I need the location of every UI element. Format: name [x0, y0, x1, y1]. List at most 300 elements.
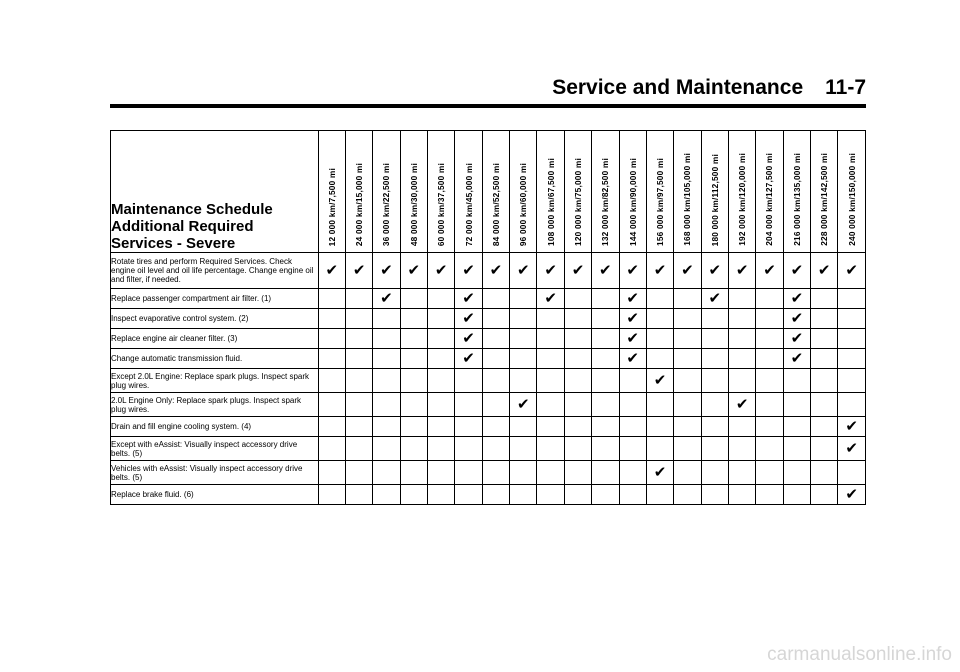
table-row — [111, 461, 866, 485]
schedule-cell — [646, 437, 673, 461]
schedule-cell — [318, 289, 345, 309]
schedule-cell — [345, 417, 372, 437]
schedule-cell — [455, 329, 482, 349]
check-icon: ✔ — [544, 262, 557, 279]
schedule-cell — [701, 349, 728, 369]
service-description: 2.0L Engine Only: Replace spark plugs. Inspect spark plug wires. — [111, 393, 319, 417]
schedule-cell — [373, 289, 400, 309]
schedule-cell — [318, 369, 345, 393]
schedule-cell — [674, 485, 701, 505]
schedule-cell — [619, 253, 646, 289]
schedule-cell — [811, 369, 838, 393]
schedule-cell — [646, 289, 673, 309]
schedule-cell — [783, 461, 810, 485]
schedule-cell — [345, 329, 372, 349]
schedule-cell — [811, 485, 838, 505]
schedule-cell — [811, 417, 838, 437]
schedule-cell — [646, 329, 673, 349]
schedule-cell — [592, 369, 619, 393]
schedule-cell — [345, 369, 372, 393]
schedule-cell — [811, 309, 838, 329]
table-title — [111, 131, 319, 253]
schedule-cell — [345, 309, 372, 329]
table-title-line-1: Maintenance Schedule — [111, 201, 273, 218]
schedule-cell — [400, 393, 427, 417]
check-icon: ✔ — [380, 290, 393, 307]
schedule-cell — [838, 437, 866, 461]
check-icon: ✔ — [462, 290, 475, 307]
schedule-cell — [345, 485, 372, 505]
schedule-cell — [756, 417, 783, 437]
schedule-cell — [646, 461, 673, 485]
schedule-cell — [674, 329, 701, 349]
schedule-cell — [510, 309, 537, 329]
schedule-cell — [701, 309, 728, 329]
schedule-cell — [564, 309, 591, 329]
schedule-cell — [345, 437, 372, 461]
schedule-cell — [783, 253, 810, 289]
schedule-cell — [756, 485, 783, 505]
table-row — [111, 309, 866, 329]
schedule-cell — [646, 393, 673, 417]
check-icon: ✔ — [380, 262, 393, 279]
interval-header — [482, 131, 509, 253]
schedule-cell — [674, 417, 701, 437]
schedule-cell — [619, 461, 646, 485]
schedule-cell — [373, 393, 400, 417]
schedule-cell — [646, 417, 673, 437]
schedule-cell — [537, 369, 564, 393]
schedule-cell — [811, 349, 838, 369]
schedule-cell — [701, 485, 728, 505]
check-icon: ✔ — [653, 372, 667, 389]
page-number: 11-7 — [825, 76, 866, 99]
schedule-cell — [728, 349, 755, 369]
schedule-cell — [318, 461, 345, 485]
schedule-cell — [482, 289, 509, 309]
service-description: Inspect evaporative control system. (2) — [111, 309, 319, 329]
check-icon: ✔ — [735, 396, 749, 413]
check-icon: ✔ — [626, 350, 639, 367]
section-title: Service and Maintenance — [552, 76, 804, 99]
table-title-line-3: Services - Severe — [111, 235, 236, 252]
schedule-cell — [455, 485, 482, 505]
schedule-cell — [537, 329, 564, 349]
schedule-cell — [482, 485, 509, 505]
table-row — [111, 349, 866, 369]
schedule-cell — [428, 253, 455, 289]
schedule-cell — [564, 253, 591, 289]
schedule-cell — [646, 253, 673, 289]
check-icon: ✔ — [790, 350, 804, 367]
table-body — [111, 253, 866, 505]
check-icon: ✔ — [708, 262, 722, 279]
schedule-cell — [838, 289, 866, 309]
schedule-cell — [646, 485, 673, 505]
schedule-cell — [455, 349, 482, 369]
schedule-cell — [373, 253, 400, 289]
schedule-cell — [756, 437, 783, 461]
schedule-cell — [838, 369, 866, 393]
interval-header — [373, 131, 400, 253]
schedule-cell — [537, 253, 564, 289]
schedule-cell — [756, 253, 783, 289]
schedule-cell — [428, 329, 455, 349]
check-icon: ✔ — [653, 464, 667, 481]
schedule-cell — [345, 253, 372, 289]
schedule-cell — [400, 289, 427, 309]
service-description: Drain and fill engine cooling system. (4) — [111, 417, 319, 437]
schedule-cell — [838, 461, 866, 485]
schedule-cell — [674, 369, 701, 393]
table-row — [111, 485, 866, 505]
interval-label: 72 000 km/45,000 mi — [463, 162, 474, 246]
schedule-cell — [373, 437, 400, 461]
schedule-cell — [318, 253, 345, 289]
schedule-cell — [783, 437, 810, 461]
schedule-cell — [674, 461, 701, 485]
schedule-cell — [838, 349, 866, 369]
schedule-cell — [619, 417, 646, 437]
schedule-cell — [592, 461, 619, 485]
interval-header — [811, 131, 838, 253]
schedule-cell — [510, 349, 537, 369]
schedule-cell — [838, 329, 866, 349]
schedule-cell — [811, 437, 838, 461]
check-icon: ✔ — [489, 262, 503, 279]
schedule-cell — [400, 349, 427, 369]
watermark: carmanualsonline.info — [767, 644, 952, 665]
schedule-cell — [783, 393, 810, 417]
schedule-cell — [455, 461, 482, 485]
schedule-cell — [373, 309, 400, 329]
schedule-cell — [400, 417, 427, 437]
schedule-cell — [482, 253, 509, 289]
interval-header — [537, 131, 564, 253]
check-icon: ✔ — [735, 262, 749, 279]
schedule-cell — [592, 485, 619, 505]
schedule-cell — [592, 289, 619, 309]
schedule-cell — [564, 369, 591, 393]
schedule-cell — [783, 349, 810, 369]
interval-label: 168 000 km/105,000 mi — [682, 153, 693, 246]
service-description: Replace engine air cleaner filter. (3) — [111, 329, 319, 349]
schedule-cell — [482, 349, 509, 369]
schedule-cell — [318, 309, 345, 329]
schedule-cell — [455, 309, 482, 329]
schedule-cell — [592, 309, 619, 329]
check-icon: ✔ — [434, 262, 448, 279]
schedule-cell — [537, 461, 564, 485]
interval-header — [728, 131, 755, 253]
schedule-cell — [701, 289, 728, 309]
schedule-cell — [728, 417, 755, 437]
schedule-cell — [564, 349, 591, 369]
interval-label: 132 000 km/82,500 mi — [600, 158, 611, 246]
schedule-cell — [646, 349, 673, 369]
interval-label: 228 000 km/142,500 mi — [819, 153, 830, 246]
table-row — [111, 329, 866, 349]
interval-header — [592, 131, 619, 253]
schedule-cell — [428, 485, 455, 505]
check-icon: ✔ — [845, 486, 858, 503]
check-icon: ✔ — [845, 440, 858, 457]
schedule-cell — [400, 437, 427, 461]
schedule-cell — [510, 253, 537, 289]
schedule-cell — [701, 461, 728, 485]
schedule-cell — [783, 329, 810, 349]
table-header-row — [111, 131, 866, 253]
table-row — [111, 369, 866, 393]
schedule-cell — [510, 437, 537, 461]
schedule-cell — [701, 369, 728, 393]
schedule-cell — [811, 461, 838, 485]
schedule-cell — [318, 393, 345, 417]
schedule-cell — [455, 437, 482, 461]
schedule-cell — [646, 369, 673, 393]
interval-label: 120 000 km/75,000 mi — [572, 158, 583, 246]
schedule-cell — [537, 309, 564, 329]
schedule-cell — [564, 417, 591, 437]
check-icon: ✔ — [599, 262, 612, 279]
schedule-cell — [783, 485, 810, 505]
schedule-cell — [482, 309, 509, 329]
schedule-cell — [619, 329, 646, 349]
schedule-cell — [838, 309, 866, 329]
schedule-cell — [811, 253, 838, 289]
service-description: Change automatic transmission fluid. — [111, 349, 319, 369]
check-icon: ✔ — [790, 290, 804, 307]
schedule-cell — [510, 393, 537, 417]
schedule-cell — [455, 393, 482, 417]
schedule-cell — [701, 437, 728, 461]
schedule-cell — [619, 369, 646, 393]
schedule-cell — [400, 329, 427, 349]
schedule-cell — [728, 437, 755, 461]
schedule-cell — [701, 417, 728, 437]
schedule-cell — [838, 485, 866, 505]
interval-header — [674, 131, 701, 253]
schedule-cell — [428, 309, 455, 329]
schedule-cell — [564, 461, 591, 485]
table-title-line-2: Additional Required — [111, 218, 254, 235]
schedule-cell — [510, 417, 537, 437]
schedule-cell — [400, 485, 427, 505]
schedule-cell — [318, 485, 345, 505]
check-icon: ✔ — [708, 290, 722, 307]
interval-label: 180 000 km/112,500 mi — [709, 153, 720, 246]
schedule-cell — [455, 289, 482, 309]
schedule-cell — [619, 393, 646, 417]
interval-header — [564, 131, 591, 253]
check-icon: ✔ — [571, 262, 585, 279]
schedule-cell — [455, 417, 482, 437]
schedule-cell — [783, 289, 810, 309]
interval-label: 84 000 km/52,500 mi — [490, 162, 501, 246]
schedule-cell — [756, 329, 783, 349]
schedule-cell — [400, 253, 427, 289]
schedule-cell — [537, 349, 564, 369]
schedule-cell — [592, 437, 619, 461]
schedule-cell — [428, 461, 455, 485]
interval-header — [646, 131, 673, 253]
schedule-cell — [537, 437, 564, 461]
service-description: Replace passenger compartment air filter. (1) — [111, 289, 319, 309]
schedule-cell — [756, 289, 783, 309]
interval-header — [619, 131, 646, 253]
schedule-cell — [592, 329, 619, 349]
schedule-cell — [674, 289, 701, 309]
table-row — [111, 437, 866, 461]
maintenance-schedule-table — [110, 130, 866, 505]
schedule-cell — [428, 393, 455, 417]
schedule-cell — [564, 329, 591, 349]
schedule-cell — [674, 253, 701, 289]
interval-label: 24 000 km/15,000 mi — [354, 162, 365, 246]
schedule-cell — [619, 349, 646, 369]
schedule-cell — [728, 289, 755, 309]
interval-label: 216 000 km/135,000 mi — [791, 153, 802, 246]
interval-label: 204 000 km/127,500 mi — [764, 153, 775, 246]
table-row — [111, 417, 866, 437]
schedule-cell — [728, 393, 755, 417]
schedule-cell — [510, 485, 537, 505]
schedule-cell — [373, 349, 400, 369]
schedule-cell — [537, 393, 564, 417]
schedule-cell — [564, 437, 591, 461]
schedule-cell — [783, 369, 810, 393]
schedule-cell — [373, 369, 400, 393]
check-icon: ✔ — [626, 290, 639, 307]
interval-header — [345, 131, 372, 253]
check-icon: ✔ — [462, 350, 475, 367]
schedule-cell — [838, 393, 866, 417]
schedule-cell — [537, 289, 564, 309]
schedule-cell — [728, 329, 755, 349]
schedule-cell — [646, 309, 673, 329]
check-icon: ✔ — [516, 396, 530, 413]
schedule-cell — [728, 253, 755, 289]
schedule-cell — [373, 329, 400, 349]
interval-label: 192 000 km/120,000 mi — [737, 153, 748, 246]
schedule-cell — [728, 309, 755, 329]
table-row — [111, 253, 866, 289]
schedule-cell — [537, 417, 564, 437]
schedule-cell — [811, 329, 838, 349]
schedule-cell — [510, 329, 537, 349]
check-icon: ✔ — [817, 262, 831, 279]
schedule-cell — [455, 253, 482, 289]
schedule-cell — [428, 437, 455, 461]
check-icon: ✔ — [462, 310, 475, 327]
schedule-cell — [428, 289, 455, 309]
schedule-cell — [537, 485, 564, 505]
check-icon: ✔ — [407, 262, 421, 279]
service-description: Except 2.0L Engine: Replace spark plugs. Inspect spark plug wires. — [111, 369, 319, 393]
check-icon: ✔ — [352, 262, 366, 279]
schedule-cell — [811, 289, 838, 309]
schedule-cell — [674, 437, 701, 461]
check-icon: ✔ — [544, 290, 557, 307]
check-icon: ✔ — [845, 262, 858, 279]
schedule-cell — [756, 309, 783, 329]
schedule-cell — [674, 349, 701, 369]
schedule-cell — [756, 349, 783, 369]
check-icon: ✔ — [626, 330, 639, 347]
schedule-cell — [619, 485, 646, 505]
table-row — [111, 393, 866, 417]
schedule-cell — [510, 369, 537, 393]
schedule-cell — [318, 349, 345, 369]
schedule-cell — [756, 369, 783, 393]
schedule-cell — [701, 253, 728, 289]
schedule-cell — [838, 253, 866, 289]
check-icon: ✔ — [790, 262, 804, 279]
check-icon: ✔ — [626, 262, 639, 279]
interval-label: 156 000 km/97,500 mi — [655, 158, 666, 246]
schedule-cell — [428, 349, 455, 369]
check-icon: ✔ — [845, 418, 858, 435]
schedule-cell — [564, 485, 591, 505]
schedule-cell — [756, 461, 783, 485]
schedule-cell — [619, 289, 646, 309]
check-icon: ✔ — [462, 262, 475, 279]
schedule-cell — [728, 461, 755, 485]
schedule-cell — [783, 309, 810, 329]
schedule-cell — [728, 369, 755, 393]
service-description: Rotate tires and perform Required Services. Check engine oil level and oil life percentage. Change engine oil and filter, if needed. — [111, 253, 319, 289]
schedule-cell — [701, 393, 728, 417]
schedule-cell — [455, 369, 482, 393]
check-icon: ✔ — [325, 262, 339, 279]
schedule-cell — [345, 461, 372, 485]
interval-label: 60 000 km/37,500 mi — [436, 162, 447, 246]
interval-label: 96 000 km/60,000 mi — [518, 162, 529, 246]
check-icon: ✔ — [681, 262, 694, 279]
interval-label: 36 000 km/22,500 mi — [381, 162, 392, 246]
interval-label: 144 000 km/90,000 mi — [627, 158, 638, 246]
interval-label: 48 000 km/30,000 mi — [408, 162, 419, 246]
schedule-cell — [701, 329, 728, 349]
check-icon: ✔ — [790, 330, 804, 347]
schedule-cell — [510, 461, 537, 485]
check-icon: ✔ — [763, 262, 776, 279]
schedule-cell — [756, 393, 783, 417]
schedule-cell — [400, 369, 427, 393]
schedule-cell — [373, 417, 400, 437]
interval-header — [838, 131, 866, 253]
service-description: Replace brake fluid. (6) — [111, 485, 319, 505]
schedule-cell — [564, 289, 591, 309]
schedule-cell — [728, 485, 755, 505]
schedule-cell — [619, 309, 646, 329]
check-icon: ✔ — [653, 262, 667, 279]
schedule-cell — [400, 309, 427, 329]
schedule-cell — [482, 369, 509, 393]
schedule-cell — [373, 461, 400, 485]
schedule-cell — [318, 417, 345, 437]
service-description: Vehicles with eAssist: Visually inspect accessory drive belts. (5) — [111, 461, 319, 485]
schedule-cell — [345, 393, 372, 417]
schedule-cell — [482, 393, 509, 417]
schedule-cell — [318, 329, 345, 349]
schedule-cell — [592, 393, 619, 417]
schedule-cell — [373, 485, 400, 505]
page-header — [110, 76, 866, 108]
schedule-cell — [318, 437, 345, 461]
schedule-cell — [619, 437, 646, 461]
schedule-cell — [400, 461, 427, 485]
